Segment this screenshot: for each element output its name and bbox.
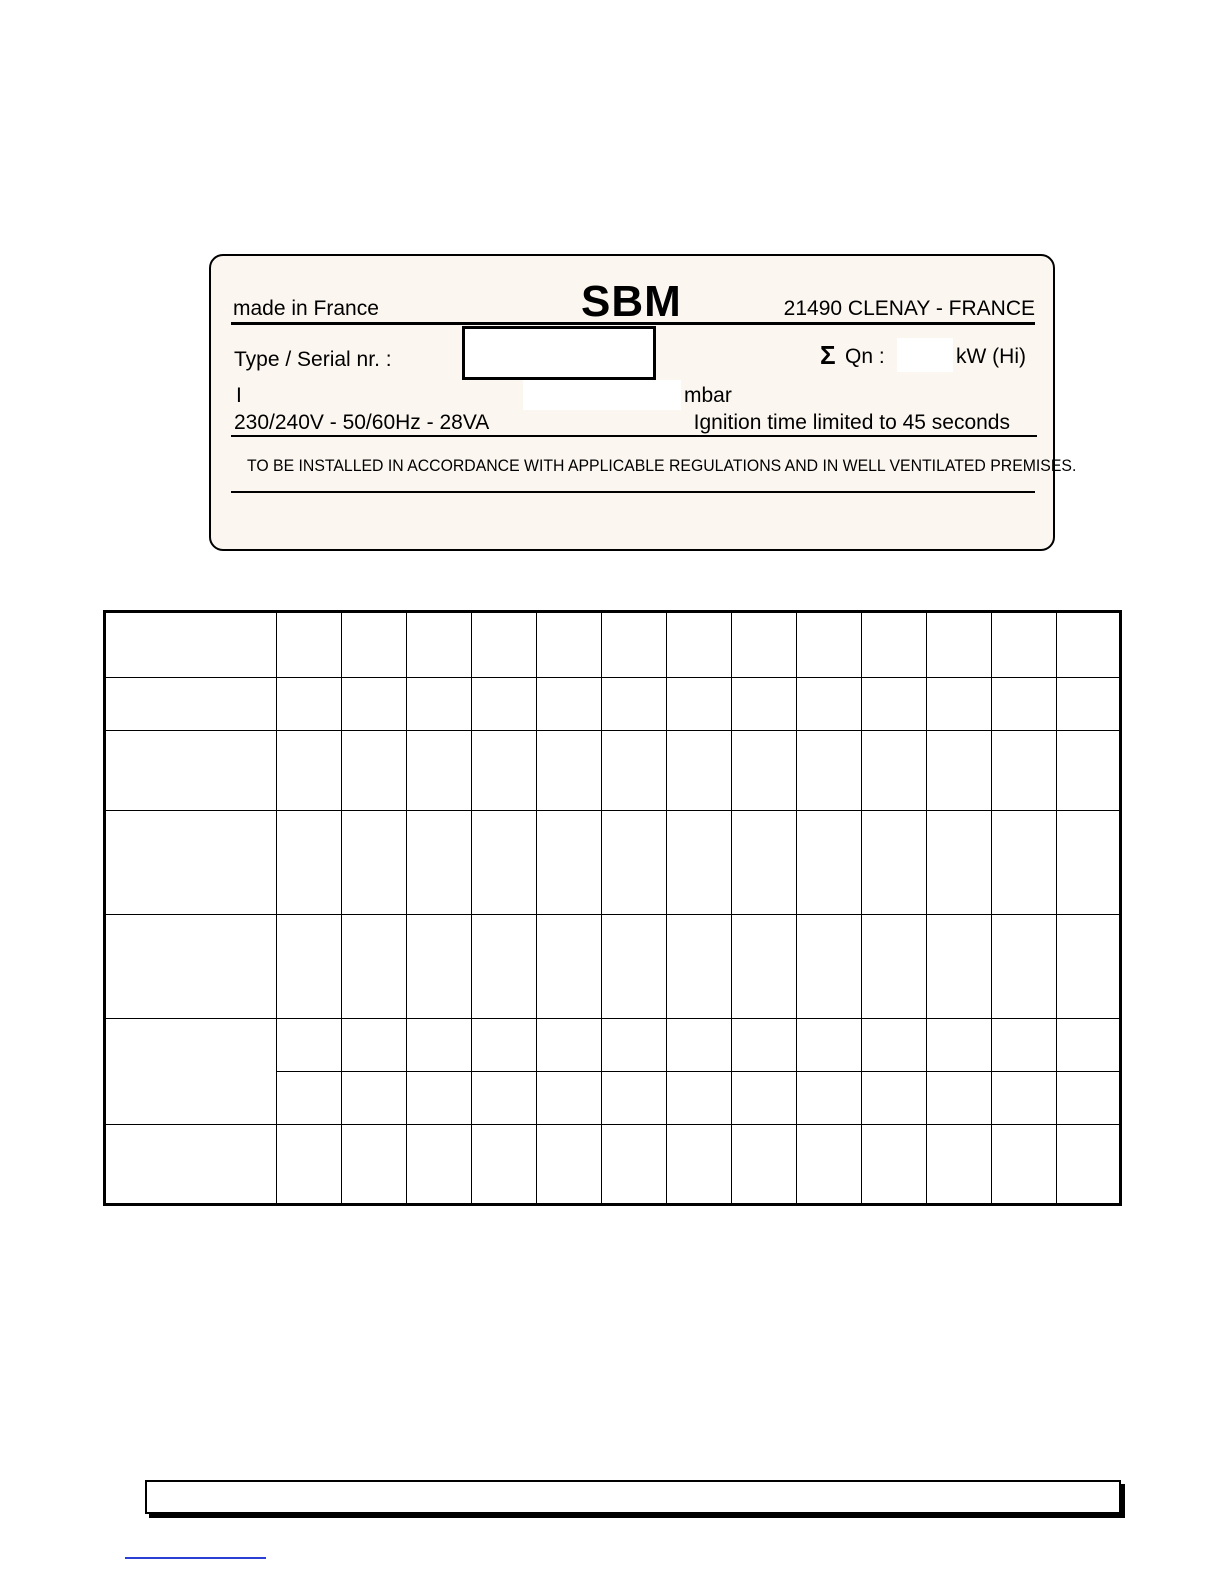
- divider: [231, 491, 1035, 493]
- table-cell: [797, 1072, 862, 1125]
- ignition-time: Ignition time limited to 45 seconds: [693, 411, 1010, 434]
- table-cell: [602, 731, 667, 811]
- table-cell: [1057, 678, 1121, 731]
- table-cell: [992, 1019, 1057, 1072]
- divider: [231, 322, 1035, 325]
- table-cell: [342, 1072, 407, 1125]
- table-cell: [927, 612, 992, 678]
- table-cell: [342, 731, 407, 811]
- row-header-cell: [105, 1125, 277, 1205]
- table-cell: [1057, 811, 1121, 915]
- qn-label: Qn :: [845, 345, 885, 368]
- table-cell: [277, 731, 342, 811]
- row-header-cell: [105, 915, 277, 1019]
- table-cell: [862, 1125, 927, 1205]
- table-cell: [927, 811, 992, 915]
- table-cell: [602, 915, 667, 1019]
- table-row: [105, 915, 1121, 1019]
- table-cell: [1057, 731, 1121, 811]
- table-cell: [602, 678, 667, 731]
- table-cell: [407, 678, 472, 731]
- table-cell: [992, 915, 1057, 1019]
- table-cell: [732, 1125, 797, 1205]
- table-cell: [862, 678, 927, 731]
- table-cell: [537, 1125, 602, 1205]
- table-cell: [732, 612, 797, 678]
- i-label: I: [236, 384, 242, 407]
- pressure-value-field: [523, 380, 681, 410]
- table-cell: [732, 1072, 797, 1125]
- row-header-cell: [105, 731, 277, 811]
- made-in-label: made in France: [233, 297, 379, 320]
- table-cell: [862, 1019, 927, 1072]
- row-header-cell: [105, 612, 277, 678]
- table-cell: [667, 811, 732, 915]
- table-cell: [602, 612, 667, 678]
- sigma-icon: Σ: [820, 340, 836, 370]
- table-cell: [472, 612, 537, 678]
- table-cell: [277, 1019, 342, 1072]
- table-cell: [602, 1072, 667, 1125]
- footer-box: [145, 1480, 1121, 1514]
- table-cell: [407, 1072, 472, 1125]
- table-cell: [732, 915, 797, 1019]
- table-cell: [602, 1125, 667, 1205]
- table-cell: [407, 915, 472, 1019]
- table-cell: [927, 915, 992, 1019]
- table-cell: [992, 811, 1057, 915]
- table-cell: [472, 1019, 537, 1072]
- table-cell: [927, 1019, 992, 1072]
- table-cell: [472, 915, 537, 1019]
- table-row: [105, 1019, 1121, 1072]
- table-cell: [797, 612, 862, 678]
- table-cell: [277, 811, 342, 915]
- electrical-rating: 230/240V - 50/60Hz - 28VA: [234, 411, 490, 434]
- table-cell: [797, 915, 862, 1019]
- brand-logo: SBM: [581, 277, 682, 326]
- serial-number-field: [462, 326, 656, 380]
- table-cell: [732, 731, 797, 811]
- table-cell: [667, 731, 732, 811]
- table-cell: [797, 1125, 862, 1205]
- table-cell: [407, 731, 472, 811]
- table-cell: [797, 731, 862, 811]
- table-cell: [862, 1072, 927, 1125]
- table-cell: [472, 1072, 537, 1125]
- table-cell: [667, 612, 732, 678]
- table-cell: [862, 811, 927, 915]
- table-cell: [732, 811, 797, 915]
- table-cell: [537, 1072, 602, 1125]
- qn-unit: kW (Hi): [956, 345, 1026, 368]
- qn-value-field: [897, 338, 953, 372]
- footer-link-underline: [125, 1557, 266, 1559]
- table-cell: [667, 915, 732, 1019]
- table-cell: [927, 1125, 992, 1205]
- table-cell: [277, 915, 342, 1019]
- table-cell: [342, 612, 407, 678]
- table-cell: [407, 1019, 472, 1072]
- table-cell: [992, 731, 1057, 811]
- table-cell: [992, 678, 1057, 731]
- table-cell: [277, 678, 342, 731]
- table-cell: [992, 1125, 1057, 1205]
- table-row: [105, 731, 1121, 811]
- pressure-unit: mbar: [684, 384, 732, 407]
- table-cell: [342, 915, 407, 1019]
- table-cell: [667, 1072, 732, 1125]
- table-row: [105, 678, 1121, 731]
- table-cell: [277, 612, 342, 678]
- table-cell: [407, 811, 472, 915]
- table-cell: [407, 1125, 472, 1205]
- table-cell: [342, 1125, 407, 1205]
- row-header-cell: [105, 678, 277, 731]
- table-cell: [1057, 1125, 1121, 1205]
- table-cell: [927, 731, 992, 811]
- table-row: [105, 612, 1121, 678]
- table-cell: [602, 1019, 667, 1072]
- rating-plate: [209, 254, 1077, 551]
- table-cell: [602, 811, 667, 915]
- table-cell: [992, 1072, 1057, 1125]
- installation-notice: TO BE INSTALLED IN ACCORDANCE WITH APPLICABLE REGULATIONS AND IN WELL VENTILATED PREMISES.: [247, 456, 1077, 475]
- table-cell: [537, 811, 602, 915]
- table-cell: [277, 1072, 342, 1125]
- manufacturer-address: 21490 CLENAY - FRANCE: [783, 297, 1035, 320]
- table-cell: [342, 1019, 407, 1072]
- table-cell: [927, 1072, 992, 1125]
- table-cell: [667, 1019, 732, 1072]
- gas-category-table: [103, 610, 1122, 1206]
- row-header-cell: [105, 811, 277, 915]
- table-cell: [537, 731, 602, 811]
- divider: [231, 435, 1037, 437]
- table-cell: [537, 1019, 602, 1072]
- table-cell: [407, 612, 472, 678]
- table-cell: [1057, 915, 1121, 1019]
- table-cell: [472, 731, 537, 811]
- table-cell: [342, 678, 407, 731]
- table-cell: [1057, 1072, 1121, 1125]
- table-cell: [1057, 1019, 1121, 1072]
- table-cell: [667, 1125, 732, 1205]
- table-cell: [537, 915, 602, 1019]
- table-cell: [472, 811, 537, 915]
- table-cell: [862, 731, 927, 811]
- table-cell: [862, 915, 927, 1019]
- table-cell: [862, 612, 927, 678]
- table-cell: [797, 811, 862, 915]
- table-cell: [537, 612, 602, 678]
- table-row: [105, 811, 1121, 915]
- table-cell: [277, 1125, 342, 1205]
- table-cell: [927, 678, 992, 731]
- table-cell: [667, 678, 732, 731]
- table-cell: [472, 1125, 537, 1205]
- table-cell: [537, 678, 602, 731]
- row-header-cell: [105, 1019, 277, 1125]
- table-cell: [732, 678, 797, 731]
- table-cell: [732, 1019, 797, 1072]
- table-cell: [992, 612, 1057, 678]
- table-cell: [472, 678, 537, 731]
- table-cell: [797, 678, 862, 731]
- table-cell: [1057, 612, 1121, 678]
- type-serial-label: Type / Serial nr. :: [234, 348, 392, 371]
- table-cell: [797, 1019, 862, 1072]
- table-cell: [342, 811, 407, 915]
- table-row: [105, 1125, 1121, 1205]
